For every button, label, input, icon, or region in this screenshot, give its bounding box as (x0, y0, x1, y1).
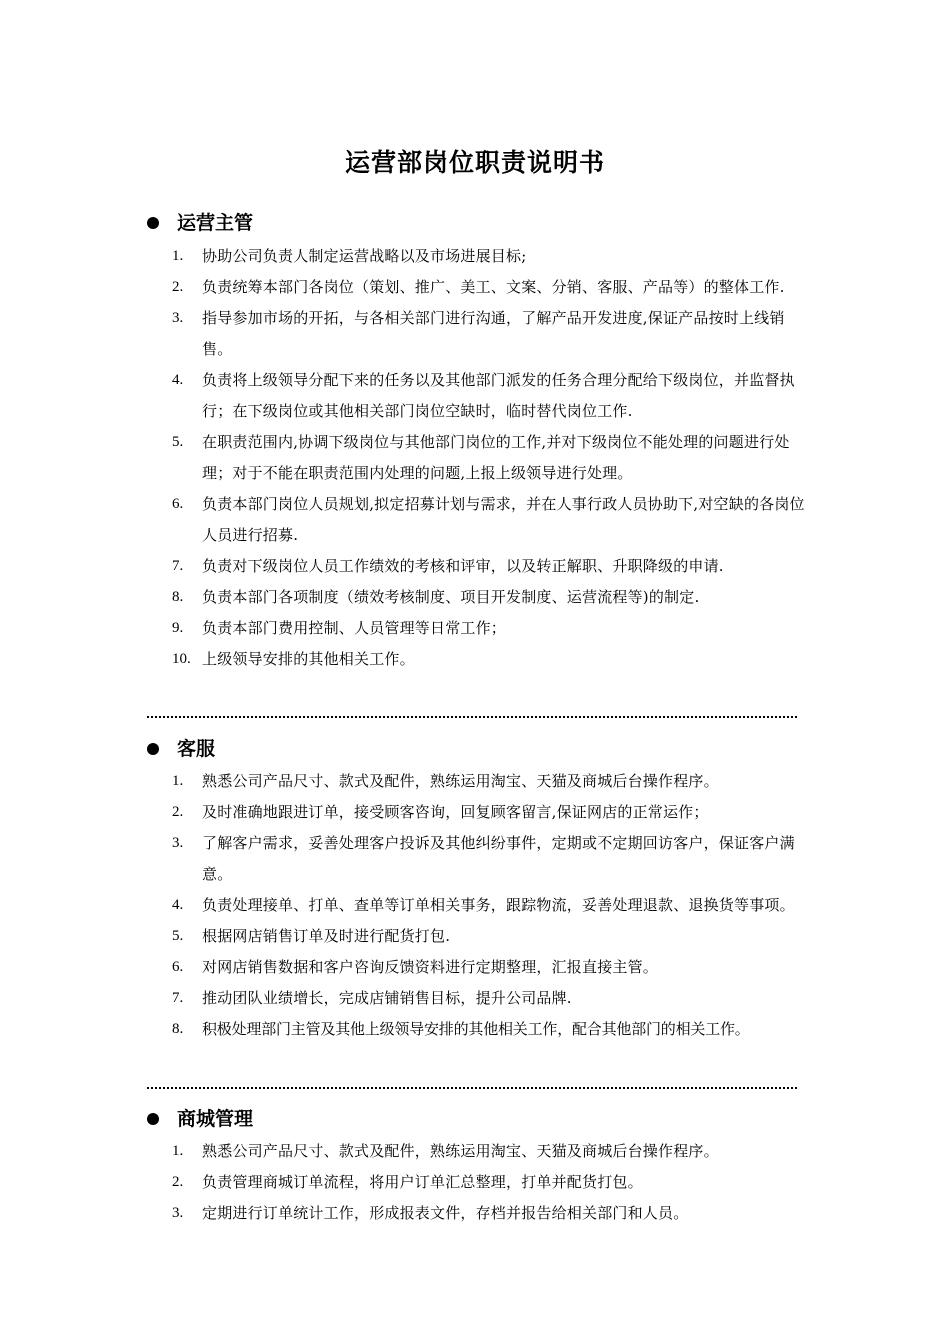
item-text: 负责本部门岗位人员规划,拟定招募计划与需求，并在人事行政人员协助下,对空缺的各岗位人员进行招募. (202, 495, 805, 544)
item-number: 4. (172, 372, 184, 388)
item-number: 7. (172, 558, 184, 574)
item-text: 了解客户需求，妥善处理客户投诉及其他纠纷事件，定期或不定期回访客户，保证客户满意。 (202, 834, 795, 883)
item-text: 负责将上级领导分配下来的任务以及其他部门派发的任务合理分配给下级岗位，并监督执行；在下级岗位或其他相关部门岗位空缺时，临时替代岗位工作. (202, 371, 795, 420)
item-number: 5. (172, 928, 184, 944)
item-text: 定期进行订单统计工作，形成报表文件，存档并报告给相关部门和人员。 (202, 1204, 689, 1222)
item-number: 4. (172, 897, 184, 913)
section-heading (0, 734, 950, 766)
item-text: 负责本部门费用控制、人员管理等日常工作； (202, 619, 507, 637)
section-heading (0, 1104, 950, 1136)
item-text: 负责管理商城订单流程，将用户订单汇总整理，打单并配货打包。 (202, 1173, 643, 1191)
list-item (0, 766, 810, 797)
section-title: 客服 (177, 738, 216, 760)
list-item (0, 303, 810, 365)
item-text: 负责统筹本部门各岗位（策划、推广、美工、文案、分销、客服、产品等）的整体工作. (202, 278, 785, 296)
dotted-divider (147, 716, 797, 718)
list-item (0, 797, 810, 828)
list-item (0, 1198, 810, 1229)
section-customer-service (0, 734, 950, 1045)
item-number: 1. (172, 248, 184, 264)
item-text: 对网店销售数据和客户咨询反馈资料进行定期整理，汇报直接主管。 (202, 958, 659, 976)
item-number: 2. (172, 279, 184, 295)
section-heading (0, 208, 950, 240)
list-item (0, 983, 810, 1014)
item-number: 6. (172, 496, 184, 512)
list-item (0, 613, 810, 644)
item-text: 负责本部门各项制度（绩效考核制度、项目开发制度、运营流程等)的制定. (202, 588, 700, 606)
duty-list (0, 766, 950, 1045)
duty-list (0, 241, 950, 675)
item-number: 8. (172, 589, 184, 605)
list-item (0, 921, 810, 952)
item-number: 7. (172, 990, 184, 1006)
item-number: 5. (172, 434, 184, 450)
item-text: 推动团队业绩增长，完成店铺销售目标，提升公司品牌. (202, 989, 572, 1007)
item-number: 3. (172, 310, 184, 326)
page-title: 运营部岗位职责说明书 (344, 148, 605, 177)
list-item (0, 241, 810, 272)
dotted-divider (147, 1087, 797, 1089)
list-item (0, 551, 810, 582)
item-number: 10. (172, 651, 191, 667)
bullet-icon (147, 743, 159, 755)
item-number: 3. (172, 1205, 184, 1221)
list-item (0, 1014, 810, 1045)
section-mall-management (0, 1104, 950, 1229)
list-item (0, 1167, 810, 1198)
duty-list (0, 1136, 950, 1229)
item-text: 在职责范围内,协调下级岗位与其他部门岗位的工作,并对下级岗位不能处理的问题进行处理；对于不能在职责范围内处理的问题,上报上级领导进行处理。 (202, 433, 790, 482)
section-operations-supervisor (0, 208, 950, 675)
list-item (0, 890, 810, 921)
list-item (0, 644, 810, 675)
item-number: 2. (172, 804, 184, 820)
item-number: 1. (172, 773, 184, 789)
item-text: 指导参加市场的开拓，与各相关部门进行沟通，了解产品开发进度,保证产品按时上线销售。 (202, 309, 785, 358)
list-item (0, 828, 810, 890)
item-text: 根据网店销售订单及时进行配货打包. (202, 927, 451, 945)
list-item (0, 582, 810, 613)
section-title: 运营主管 (177, 212, 254, 234)
item-text: 负责处理接单、打单、查单等订单相关事务，跟踪物流，妥善处理退款、退换货等事项。 (202, 896, 795, 914)
list-item (0, 1136, 810, 1167)
list-item (0, 365, 810, 427)
list-item (0, 489, 810, 551)
item-number: 1. (172, 1143, 184, 1159)
list-item (0, 427, 810, 489)
item-text: 及时准确地跟进订单，接受顾客咨询，回复顾客留言,保证网店的正常运作； (202, 803, 709, 821)
item-text: 协助公司负责人制定运营战略以及市场进展目标; (202, 247, 527, 265)
item-number: 6. (172, 959, 184, 975)
item-text: 上级领导安排的其他相关工作。 (202, 650, 415, 668)
item-text: 熟悉公司产品尺寸、款式及配件，熟练运用淘宝、天猫及商城后台操作程序。 (202, 1142, 719, 1160)
list-item (0, 272, 810, 303)
item-text: 积极处理部门主管及其他上级领导安排的其他相关工作，配合其他部门的相关工作。 (202, 1020, 750, 1038)
item-number: 8. (172, 1021, 184, 1037)
bullet-icon (147, 1113, 159, 1125)
list-item (0, 952, 810, 983)
bullet-icon (147, 217, 159, 229)
section-title: 商城管理 (177, 1108, 254, 1130)
item-number: 9. (172, 620, 184, 636)
item-text: 熟悉公司产品尺寸、款式及配件，熟练运用淘宝、天猫及商城后台操作程序。 (202, 772, 719, 790)
item-text: 负责对下级岗位人员工作绩效的考核和评审，以及转正解职、升职降级的申请. (202, 557, 724, 575)
item-number: 2. (172, 1174, 184, 1190)
item-number: 3. (172, 835, 184, 851)
